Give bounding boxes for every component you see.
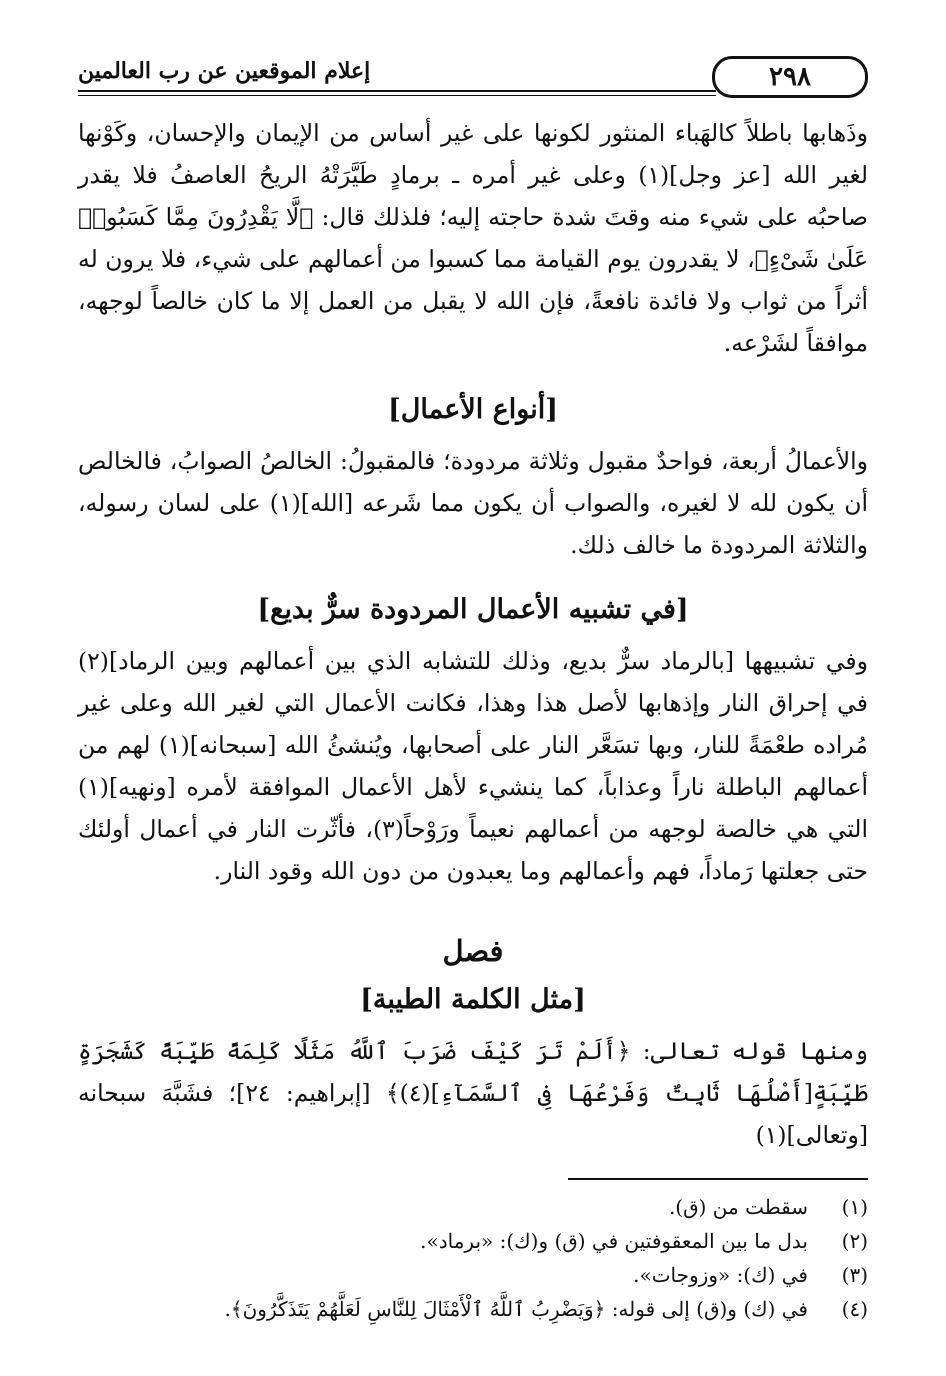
footnote-number: (٤)	[841, 1297, 868, 1321]
chapter-heading: فصل	[442, 934, 504, 968]
footnote-number: (٢)	[841, 1229, 868, 1253]
footnote-text: بدل ما بين المعقوفتين في (ق) و(ك): «برماد».	[420, 1229, 808, 1253]
section-heading: [مثل الكلمة الطيبة]	[360, 984, 586, 1015]
header-rule	[78, 90, 716, 92]
section-heading: [في تشبيه الأعمال المردودة سرٌّ بديع]	[257, 594, 689, 625]
section-heading: [أنواع الأعمال]	[388, 394, 558, 425]
footnote	[78, 1258, 868, 1292]
footnote-text: في (ك): «وزوجات».	[633, 1263, 808, 1287]
footnote-number: (١)	[841, 1195, 868, 1219]
paragraph: والأعمالُ أربعة، فواحدٌ مقبول وثلاثة مردودة؛ فالمقبولُ: الخالصُ الصوابُ، فالخالص أن يكون لله لا لغيره، والصواب أن يكون مما شَرعه [الله](١) على لسان رسوله، والثلاثة المردودة ما خالف ذلك.	[78, 447, 868, 559]
paragraph: ومنها قوله تعالى: ﴿أَلَمْ تَرَ كَيْفَ ضَرَبَ ٱللَّهُ مَثَلًا كَلِمَةً طَيِّبَةً كَشَجَرَةٍ طَيِّبَةٍ[أَصْلُهَا ثَابِتٌ وَفَرْعُهَا فِى ٱلسَّمَآءِ](٤)﴾ [إبراهيم: ٢٤]؛ فشَبَّهَ سبحانه [وتعالى](١)	[78, 1037, 869, 1149]
footnote	[78, 1292, 868, 1326]
footnote	[78, 1190, 868, 1224]
main-text	[78, 112, 868, 1156]
paragraph: وفي تشبيهها [بالرماد سرٌّ بديع، وذلك للتشابه الذي بين أعمالهم وبين الرماد](٢) في إحراق النار وإذهابها لأصل هذا وهذا، فكانت الأعمال التي لغير الله وعلى غير مُراده طعْمَةً للنار، وبها تسَعَّر النار على أصحابها، ويُنشئُ الله [سبحانه](١) لهم من أعمالهم الباطلة ناراً وعذاباً، كما ينشيء لأهل الأعمال الموافقة لأمره [ونهيه](١) التي هي خالصة لوجهه من أعمالهم نعيماً ورَوْحاً(٣)، فأثّرت النار في أعمال أولئك حتى جعلتها رَماداً، فهم وأعمالهم وما يعبدون من دون الله وقود النار.	[78, 647, 869, 885]
footnote	[78, 1224, 868, 1258]
footnote-number: (٣)	[841, 1263, 868, 1287]
footnote-text: في (ك) و(ق) إلى قوله: ﴿وَيَضْرِبُ ٱللَّهُ ٱلْأَمْثَالَ لِلنَّاسِ لَعَلَّهُمْ يَتَذَكَّرُونَ﴾.	[224, 1297, 808, 1321]
running-title: إعلام الموقعين عن رب العالمين	[78, 58, 371, 84]
footnote-separator	[568, 1178, 868, 1180]
header-rule-thin	[78, 95, 716, 96]
footnotes	[78, 1190, 868, 1326]
page-number: ٢٩٨	[712, 56, 868, 98]
paragraph: وذَهابها باطلاً كالهَباء المنثور لكونها على غير أساس من الإيمان والإحسان، وكَوْنها لغير الله [عز وجل](١) وعلى غير أمره ـ برمادٍ طَيَّرَتْهُ الريحُ العاصفُ فلا يقدر صاحبُه على شيء منه وقتَ شدة حاجته إليه؛ فلذلك قال: ﴿لَّا يَقْدِرُونَ مِمَّا كَسَبُوا۟ عَلَىٰ شَىْءٍ﴾، لا يقدرون يوم القيامة مما كسبوا من أعمالهم على شيء، فلا يرون له أثراً من ثواب ولا فائدة نافعةً، فإن الله لا يقبل من العمل إلا ما كان خالصاً لوجهه، موافقاً لشَرْعه.	[78, 119, 868, 357]
footnote-text: سقطت من (ق).	[668, 1195, 808, 1219]
